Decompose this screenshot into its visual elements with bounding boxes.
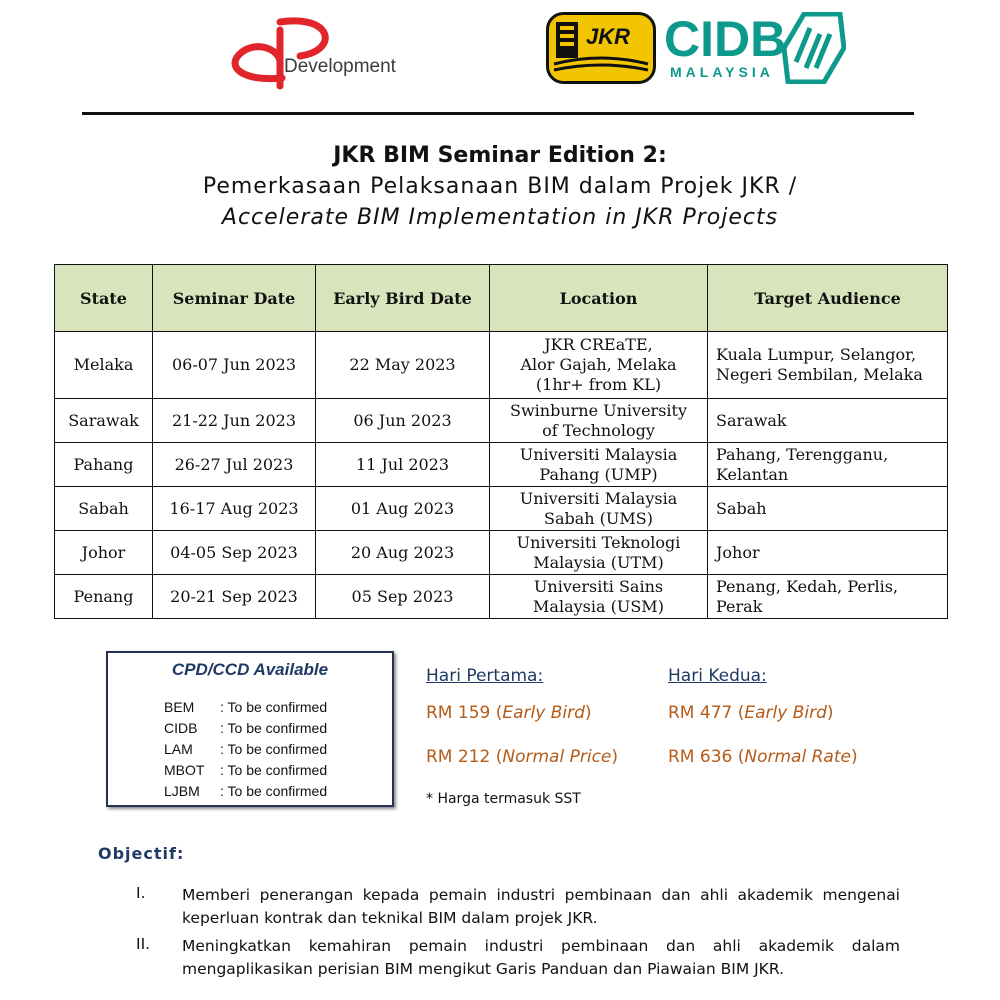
development-logo [222,10,422,90]
location-line: Universiti Sains [533,576,664,596]
state-cell: Sarawak [55,399,153,443]
price-amount: RM 636 [668,747,733,767]
location-line: Malaysia (UTM) [533,552,664,572]
cpd-box [106,651,394,807]
column-header: Target Audience [708,265,948,332]
audience-cell [708,332,948,399]
table-row [55,531,948,575]
early-bird-date-cell: 11 Jul 2023 [316,443,490,487]
cpd-status: : To be confirmed [220,720,328,736]
audience-line: Perak [716,596,763,616]
table-row [55,399,948,443]
title-english: Accelerate BIM Implementation in JKR Projects [221,205,779,230]
audience-cell [708,575,948,619]
location-cell [490,575,708,619]
audience-line: Pahang, Terengganu, [716,444,889,464]
title-main: JKR BIM Seminar Edition 2: [333,143,667,168]
price-amount: RM 477 [668,703,733,723]
audience-line: Negeri Sembilan, Melaka [716,365,923,384]
cpd-status: : To be confirmed [220,762,328,778]
location-line: Sabah (UMS) [544,508,653,528]
cpd-item [164,697,327,718]
location-line: Universiti Teknologi [516,532,681,552]
header-divider [82,112,914,115]
location-line: Universiti Malaysia [519,444,678,464]
seminar-date-cell: 26-27 Jul 2023 [153,443,316,487]
location-line: Malaysia (USM) [533,596,664,616]
price-note: * Harga termasuk SST [426,791,581,807]
cpd-body: BEM [164,699,195,715]
cidb-hexagon-icon [782,12,846,84]
price-amount: RM 159 [426,703,491,723]
audience-cell [708,487,948,531]
jkr-logo-text: JKR [586,24,631,49]
objective-number: II. [136,935,151,953]
jkr-logo-mark [546,12,656,84]
audience-line: Sarawak [716,410,787,430]
table-row [55,443,948,487]
cpd-item [164,718,327,739]
day2-normal-price: RM 636 (Normal Rate) [668,747,858,767]
location-line: Alor Gajah, Melaka [520,355,677,374]
price-label: Normal Rate [744,747,851,767]
day1-normal-price: RM 212 (Normal Price) [426,747,619,767]
state-cell: Melaka [55,332,153,399]
cidb-logo-text: CIDB [664,11,787,67]
cpd-body: MBOT [164,762,205,778]
location-cell [490,531,708,575]
location-cell [490,487,708,531]
cpd-item [164,781,327,802]
column-header: Early Bird Date [316,265,490,332]
title-malay: Pemerkasaan Pelaksanaan BIM dalam Projek JKR / [202,174,798,199]
audience-cell [708,531,948,575]
seminar-date-cell: 04-05 Sep 2023 [153,531,316,575]
seminar-date-cell: 16-17 Aug 2023 [153,487,316,531]
table-row [55,575,948,619]
price-label: Early Bird [744,703,827,723]
cpd-item [164,739,327,760]
jkr-logo [546,12,656,84]
day1-early-price: RM 159 (Early Bird) [426,703,592,723]
cpd-title: CPD/CCD Available [171,660,329,679]
cpd-status: : To be confirmed [220,741,328,757]
price-amount: RM 212 [426,747,491,767]
audience-cell [708,399,948,443]
seminar-date-cell: 20-21 Sep 2023 [153,575,316,619]
location-line: (1hr+ from KL) [535,375,662,394]
location-line: Pahang (UMP) [539,464,658,484]
location-cell [490,332,708,399]
development-logo-text: Development [284,56,396,77]
cpd-status: : To be confirmed [220,783,328,799]
table-row [55,332,948,399]
objectives-title: Objectif: [98,844,185,863]
location-line: Swinburne University [510,400,687,420]
cpd-body: CIDB [164,720,198,736]
early-bird-date-cell: 20 Aug 2023 [316,531,490,575]
audience-line: Sabah [716,498,767,518]
cidb-logo [664,12,844,84]
column-header: Location [490,265,708,332]
state-cell: Penang [55,575,153,619]
audience-line: Johor [716,542,760,562]
location-cell [490,443,708,487]
state-cell: Johor [55,531,153,575]
early-bird-date-cell: 05 Sep 2023 [316,575,490,619]
column-header: Seminar Date [153,265,316,332]
audience-line: Penang, Kedah, Perlis, [716,576,899,596]
day2-early-price: RM 477 (Early Bird) [668,703,834,723]
table-row [55,487,948,531]
audience-cell [708,443,948,487]
day1-heading: Hari Pertama: [426,666,544,686]
location-line: Universiti Malaysia [519,488,678,508]
seminar-date-cell: 21-22 Jun 2023 [153,399,316,443]
cpd-item [164,760,327,781]
price-label: Normal Price [502,747,612,767]
cpd-list [164,697,327,802]
day2-heading: Hari Kedua: [668,666,767,686]
objective-text: Memberi penerangan kepada pemain industri pembinaan dan ahli akademik mengenai keperluan kontrak dan teknikal BIM dalam projek JKR. [182,886,900,927]
column-header: State [55,265,153,332]
state-cell: Pahang [55,443,153,487]
objective-text: Meningkatkan kemahiran pemain industri pembinaan dan ahli akademik dalam mengaplikasikan perisian BIM mengikut Garis Panduan dan Piawaian BIM JKR. [182,937,900,978]
objective-number: I. [136,884,146,902]
early-bird-date-cell: 22 May 2023 [316,332,490,399]
state-cell: Sabah [55,487,153,531]
schedule-table [54,264,948,619]
location-line: JKR CREaTE, [544,335,653,354]
location-line: of Technology [542,420,655,440]
cpd-body: LAM [164,741,193,757]
cpd-body: LJBM [164,783,200,799]
location-cell [490,399,708,443]
audience-line: Kuala Lumpur, Selangor, [716,345,917,364]
table-header-row [55,265,948,332]
audience-line: Kelantan [716,464,789,484]
cpd-status: : To be confirmed [220,699,328,715]
early-bird-date-cell: 06 Jun 2023 [316,399,490,443]
development-logo-mark [222,10,422,90]
cidb-logo-sub: MALAYSIA [670,64,774,80]
early-bird-date-cell: 01 Aug 2023 [316,487,490,531]
price-label: Early Bird [502,703,585,723]
seminar-date-cell: 06-07 Jun 2023 [153,332,316,399]
seminar-title [0,140,1000,233]
